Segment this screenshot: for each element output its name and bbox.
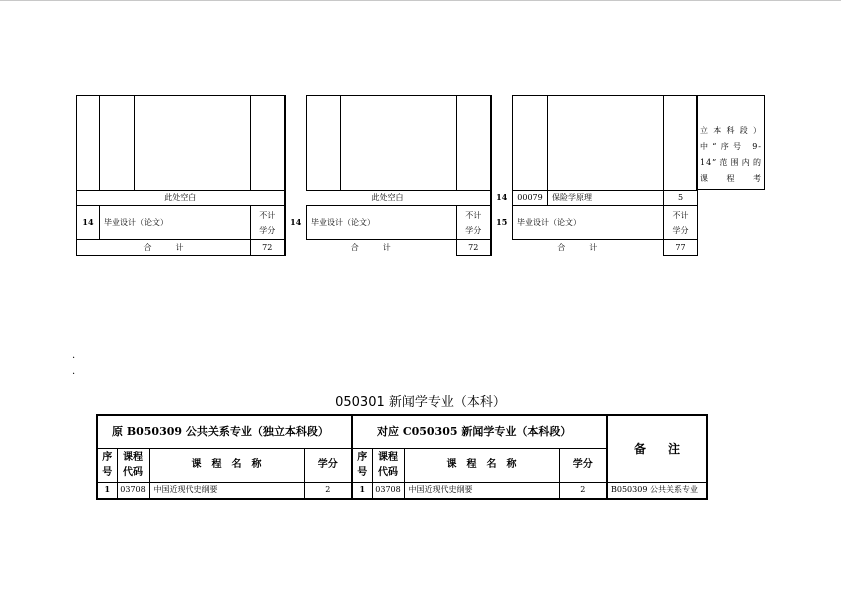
seq-cell: 14 [491,191,513,206]
col-seq-header: 序号 [97,448,117,482]
credits-cell: 5 [664,191,698,206]
credit-line: 学分 [672,225,689,235]
credit-line: 不计 [259,210,276,220]
blank-label-row [77,191,698,206]
remark-cell: B050309 公共关系专业 [607,482,707,499]
col-credit-header: 学分 [304,448,352,482]
total-value-cell: 72 [457,240,491,256]
page-top-border [0,0,841,1]
credits-cell [457,206,491,240]
col-name-header: 课 程 名 称 [404,448,559,482]
empty-cell [457,96,491,191]
empty-cell [251,96,285,191]
thesis-name-cell: 毕业设计（论文） [307,206,457,240]
remarks-note-text: 立本科段）中“序号 9-14”范围内的课程考 [700,126,762,183]
blank-label-cell: 此处空白 [77,191,285,206]
course-comparison-table-bottom [96,414,708,500]
target-major-header: 对应 C050305 新闻学专业（本科段） [352,415,607,448]
credits-cell [251,206,285,240]
empty-cell [307,96,341,191]
total-value-cell: 72 [251,240,285,256]
code-cell: 03708 [117,482,149,499]
seq-cell: 14 [285,206,307,240]
total-label-cell: 合 计 [285,240,457,256]
original-major-header: 原 B050309 公共关系专业（独立本科段） [97,415,352,448]
col-credit-header: 学分 [559,448,607,482]
empty-row [77,96,698,191]
credit-line: 不计 [465,210,482,220]
thesis-name-cell: 毕业设计（论文） [100,206,251,240]
empty-cell [341,96,457,191]
credit-line: 学分 [259,225,276,235]
bullet-dot: . [72,350,76,361]
seq-cell: 1 [352,482,372,499]
empty-cell [100,96,135,191]
total-label-cell: 合 计 [491,240,664,256]
empty-cell [491,96,513,191]
course-name-cell: 中国近现代史纲要 [404,482,559,499]
empty-cell [77,96,100,191]
credit-line: 学分 [465,225,482,235]
empty-cell [513,96,548,191]
seq-cell: 14 [77,206,100,240]
seq-cell: 1 [97,482,117,499]
remarks-note-box [696,95,765,190]
empty-cell [135,96,251,191]
thesis-row [77,206,698,240]
empty-cell [664,96,698,191]
col-name-header: 课 程 名 称 [149,448,304,482]
course-comparison-table-top [76,95,698,256]
section-title: 050301 新闻学专业（本科） [335,395,506,410]
code-cell: 00079 [513,191,548,206]
empty-cell [285,96,307,191]
credits-cell: 2 [559,482,607,499]
header-row [97,415,707,448]
course-name-cell: 保险学原理 [548,191,664,206]
course-name-cell: 中国近现代史纲要 [149,482,304,499]
seq-cell: 15 [491,206,513,240]
bullet-dot: . [72,366,76,377]
credits-cell [664,206,698,240]
empty-cell [548,96,664,191]
credit-line: 不计 [672,210,689,220]
total-label-cell: 合 计 [77,240,251,256]
total-value-cell: 77 [664,240,698,256]
remarks-header: 备注 [607,415,707,482]
col-code-header: 课程代码 [372,448,404,482]
col-seq-header: 序号 [352,448,372,482]
blank-label-cell: 此处空白 [285,191,491,206]
col-code-header: 课程代码 [117,448,149,482]
table-row [97,482,707,499]
thesis-name-cell: 毕业设计（论文） [513,206,664,240]
total-row [77,240,698,256]
code-cell: 03708 [372,482,404,499]
credits-cell: 2 [304,482,352,499]
